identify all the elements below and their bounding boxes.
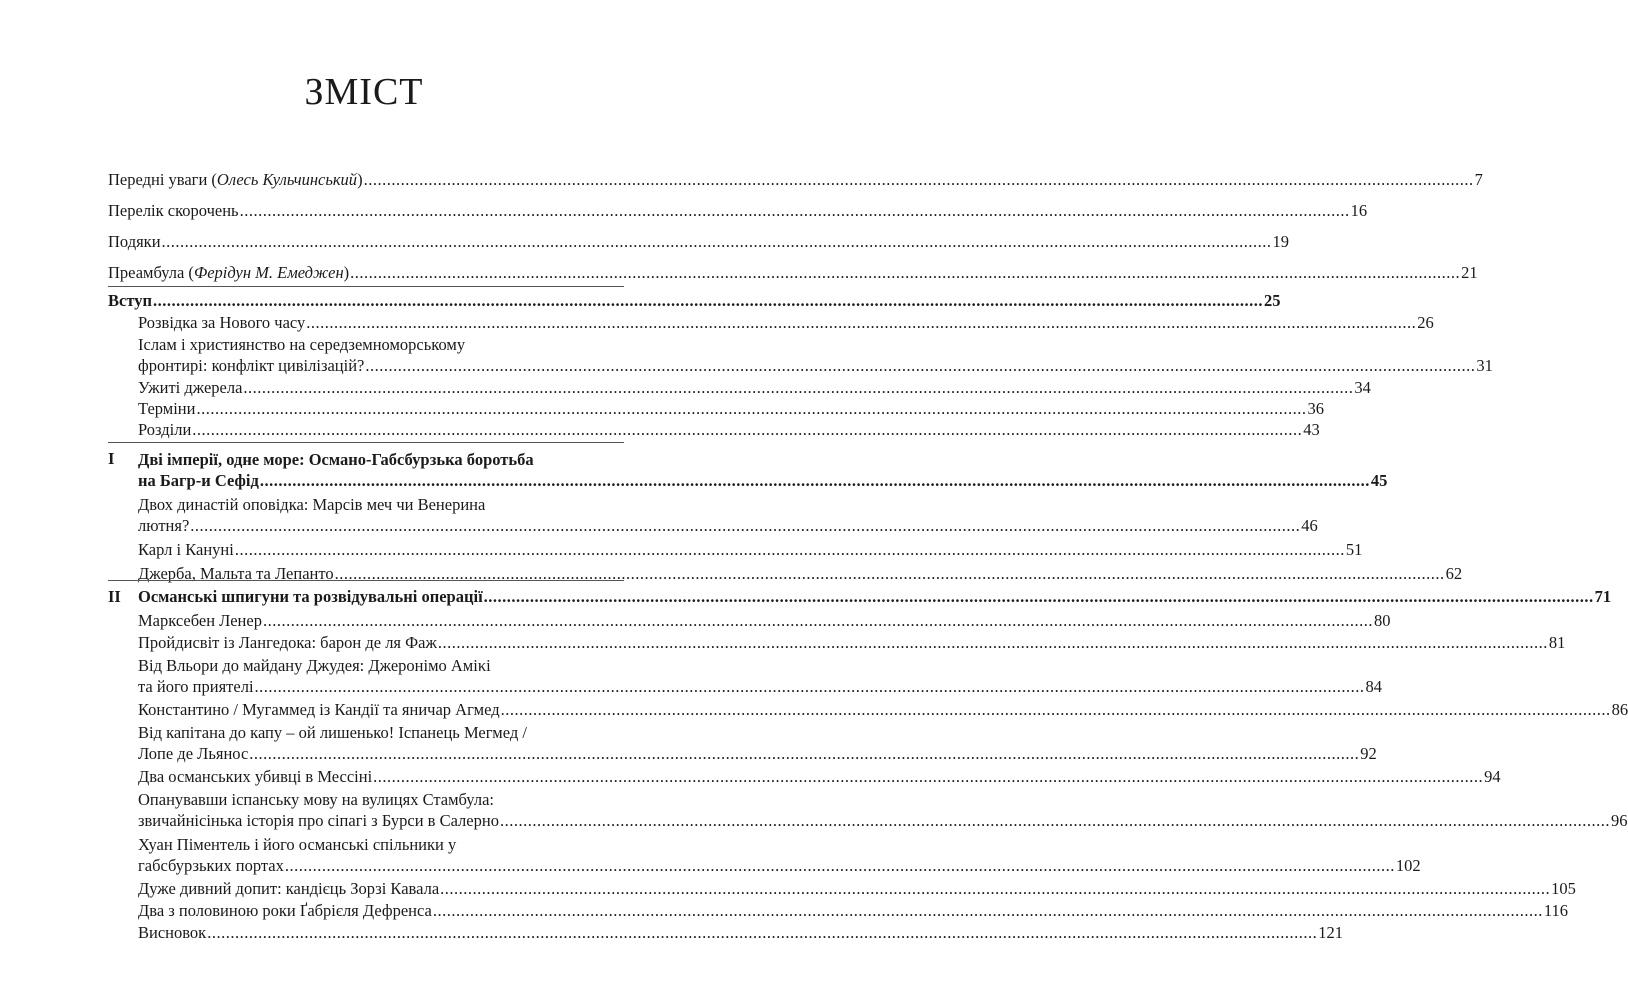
dot-leader — [249, 743, 1359, 764]
chapter-heading[interactable] — [108, 449, 1388, 491]
dot-leader — [484, 587, 1594, 607]
entry-page: 102 — [1395, 856, 1421, 875]
dot-leader — [285, 855, 1395, 876]
entry-label: лютня? — [138, 516, 190, 535]
entry-label: Джерба, Мальта та Лепанто — [138, 564, 334, 583]
entry-page: 80 — [1373, 611, 1391, 630]
entry-label: Преамбула ( — [108, 263, 194, 282]
dot-leader — [306, 313, 1416, 333]
entry-page: 34 — [1354, 378, 1371, 397]
entry-page: 46 — [1301, 516, 1318, 535]
dot-leader — [440, 878, 1550, 899]
toc-subentry[interactable] — [138, 766, 1501, 788]
entry-label-tail: ) — [357, 170, 363, 189]
toc-entry-foreword[interactable] — [108, 170, 1483, 201]
toc-subentry[interactable] — [138, 313, 1434, 334]
dot-leader — [235, 539, 1345, 560]
entry-page: 81 — [1548, 633, 1566, 652]
entry-page: 7 — [1474, 170, 1483, 189]
dot-leader — [350, 263, 1460, 283]
entry-label: Дуже дивний допит: кандієць Зорзі Кавала — [138, 879, 440, 898]
dot-leader — [243, 378, 1353, 398]
entry-label: Іслам і християнство на середземноморському — [138, 335, 466, 354]
entry-label: Подяки — [108, 232, 161, 251]
dot-leader — [433, 900, 1543, 921]
toc-subentry[interactable] — [138, 610, 1391, 632]
entry-page: 116 — [1543, 901, 1568, 920]
entry-page: 71 — [1594, 587, 1612, 606]
toc-subentry[interactable] — [138, 834, 1421, 876]
toc-entry-abbreviations[interactable] — [108, 201, 1368, 232]
dot-leader — [207, 922, 1317, 943]
entry-label: Розвідка за Нового часу — [138, 313, 306, 332]
entry-label: та його приятелі — [138, 677, 254, 696]
dot-leader — [365, 355, 1475, 376]
dot-leader — [501, 699, 1611, 720]
entry-page: 84 — [1365, 677, 1383, 696]
dot-leader — [373, 766, 1483, 787]
entry-page: 121 — [1318, 923, 1343, 942]
toc-entry-acknowledgements[interactable] — [108, 232, 1290, 263]
page-title: ЗМІСТ — [304, 71, 424, 113]
chapter-title: Дві імперії, одне море: Османо-Габсбурзька боротьба — [138, 450, 534, 469]
toc-subentry[interactable] — [138, 789, 1628, 831]
entry-label: Розділи — [138, 420, 192, 439]
entry-label: звичайнісінька історія про сіпагі з Бурси в Салерно — [138, 811, 499, 830]
toc-subentry[interactable] — [138, 922, 1343, 944]
toc-subentry[interactable] — [138, 900, 1568, 922]
intro-items — [138, 313, 1493, 441]
entry-page: 19 — [1272, 232, 1290, 251]
entry-label: Вступ — [108, 291, 152, 310]
entry-label: фронтирі: конфлікт цивілізацій? — [138, 356, 365, 375]
toc-subentry[interactable] — [138, 632, 1566, 654]
entry-label: Терміни — [138, 399, 196, 418]
entry-page: 105 — [1551, 879, 1576, 898]
entry-label-tail: ) — [343, 263, 350, 282]
entry-label: Лопе де Льянос — [138, 744, 249, 763]
dot-leader — [364, 170, 1474, 190]
toc-subentry[interactable] — [138, 334, 1493, 376]
toc-subentry[interactable] — [138, 420, 1320, 441]
dot-leader — [240, 201, 1350, 221]
entry-label: Два з половиною роки Ґабрієля Дефренса — [138, 901, 432, 920]
chapter-heading[interactable] — [108, 587, 1612, 607]
toc-subentry[interactable] — [138, 722, 1377, 764]
entry-page: 86 — [1611, 700, 1628, 719]
section-chapter-2 — [108, 580, 1628, 944]
entry-page: 16 — [1350, 201, 1368, 220]
dot-leader — [162, 232, 1272, 252]
toc-subentry[interactable] — [138, 494, 1318, 536]
chapter-number: I — [108, 449, 115, 468]
toc-subentry[interactable] — [138, 878, 1576, 900]
entry-label: Від Вльори до майдану Джудея: Джеронімо Аміκі — [138, 656, 491, 675]
dot-leader — [263, 610, 1373, 631]
toc-subentry[interactable] — [138, 539, 1363, 560]
entry-page: 45 — [1370, 471, 1388, 490]
front-matter — [108, 170, 1483, 294]
toc-entry-intro[interactable] — [108, 291, 1281, 313]
entry-label: Від капітана до капу – ой лишенько! Іспанець Мегмед / — [138, 723, 527, 742]
entry-label: Двох династій оповідка: Марсів меч чи Венерина — [138, 495, 486, 514]
chapter-1-items — [138, 494, 1463, 584]
toc-subentry[interactable] — [138, 378, 1371, 399]
entry-label: габсбурзьких портах — [138, 856, 284, 875]
entry-label: Перелік скорочень — [108, 201, 239, 220]
entry-page: 36 — [1307, 399, 1324, 418]
toc-subentry[interactable] — [138, 699, 1628, 721]
dot-leader — [438, 632, 1548, 653]
dot-leader — [196, 399, 1306, 419]
chapter-title: на Багр-и Сефід — [138, 471, 259, 490]
entry-label: Хуан Піментель і його османські спільники у — [138, 835, 457, 854]
entry-page: 21 — [1461, 263, 1478, 282]
entry-label: Опанувавши іспанську мову на вулицях Стамбула: — [138, 790, 494, 809]
entry-label: Ужиті джерела — [138, 378, 243, 397]
entry-author: Олесь Кульчинський — [216, 170, 358, 189]
entry-label: Висновок — [138, 923, 207, 942]
dot-leader — [153, 291, 1263, 311]
entry-page: 31 — [1476, 356, 1493, 375]
section-chapter-1 — [108, 442, 1463, 584]
dot-leader — [190, 515, 1300, 536]
entry-label: Пройдисвіт із Лангедока: барон де ля Фаж — [138, 633, 437, 652]
chapter-number: II — [108, 587, 121, 606]
dot-leader — [500, 810, 1610, 831]
entry-page: 92 — [1360, 744, 1377, 763]
entry-page: 62 — [1445, 564, 1463, 583]
entry-label: Марксебен Ленер — [138, 611, 262, 630]
entry-page: 96 — [1610, 811, 1628, 830]
chapter-title: Османські шпигуни та розвідувальні операції — [138, 587, 483, 606]
section-intro — [108, 286, 1493, 441]
entry-page: 43 — [1303, 420, 1320, 439]
chapter-2-items — [138, 610, 1628, 944]
entry-label: Передні уваги ( — [108, 170, 217, 189]
entry-page: 51 — [1345, 540, 1363, 559]
toc-subentry[interactable] — [138, 655, 1383, 697]
entry-page: 94 — [1484, 767, 1501, 786]
entry-label: Два османських убивці в Мессіні — [138, 767, 373, 786]
entry-label: Карл і Кануні — [138, 540, 234, 559]
dot-leader — [192, 420, 1302, 440]
entry-page: 26 — [1417, 313, 1434, 332]
dot-leader — [260, 470, 1370, 491]
dot-leader — [255, 676, 1365, 697]
entry-page: 25 — [1263, 291, 1281, 310]
toc-subentry[interactable] — [138, 399, 1324, 420]
entry-author: Ферідун М. Емеджен — [193, 263, 344, 282]
entry-label: Константино / Мугаммед із Кандії та яничар Агмед — [138, 700, 500, 719]
